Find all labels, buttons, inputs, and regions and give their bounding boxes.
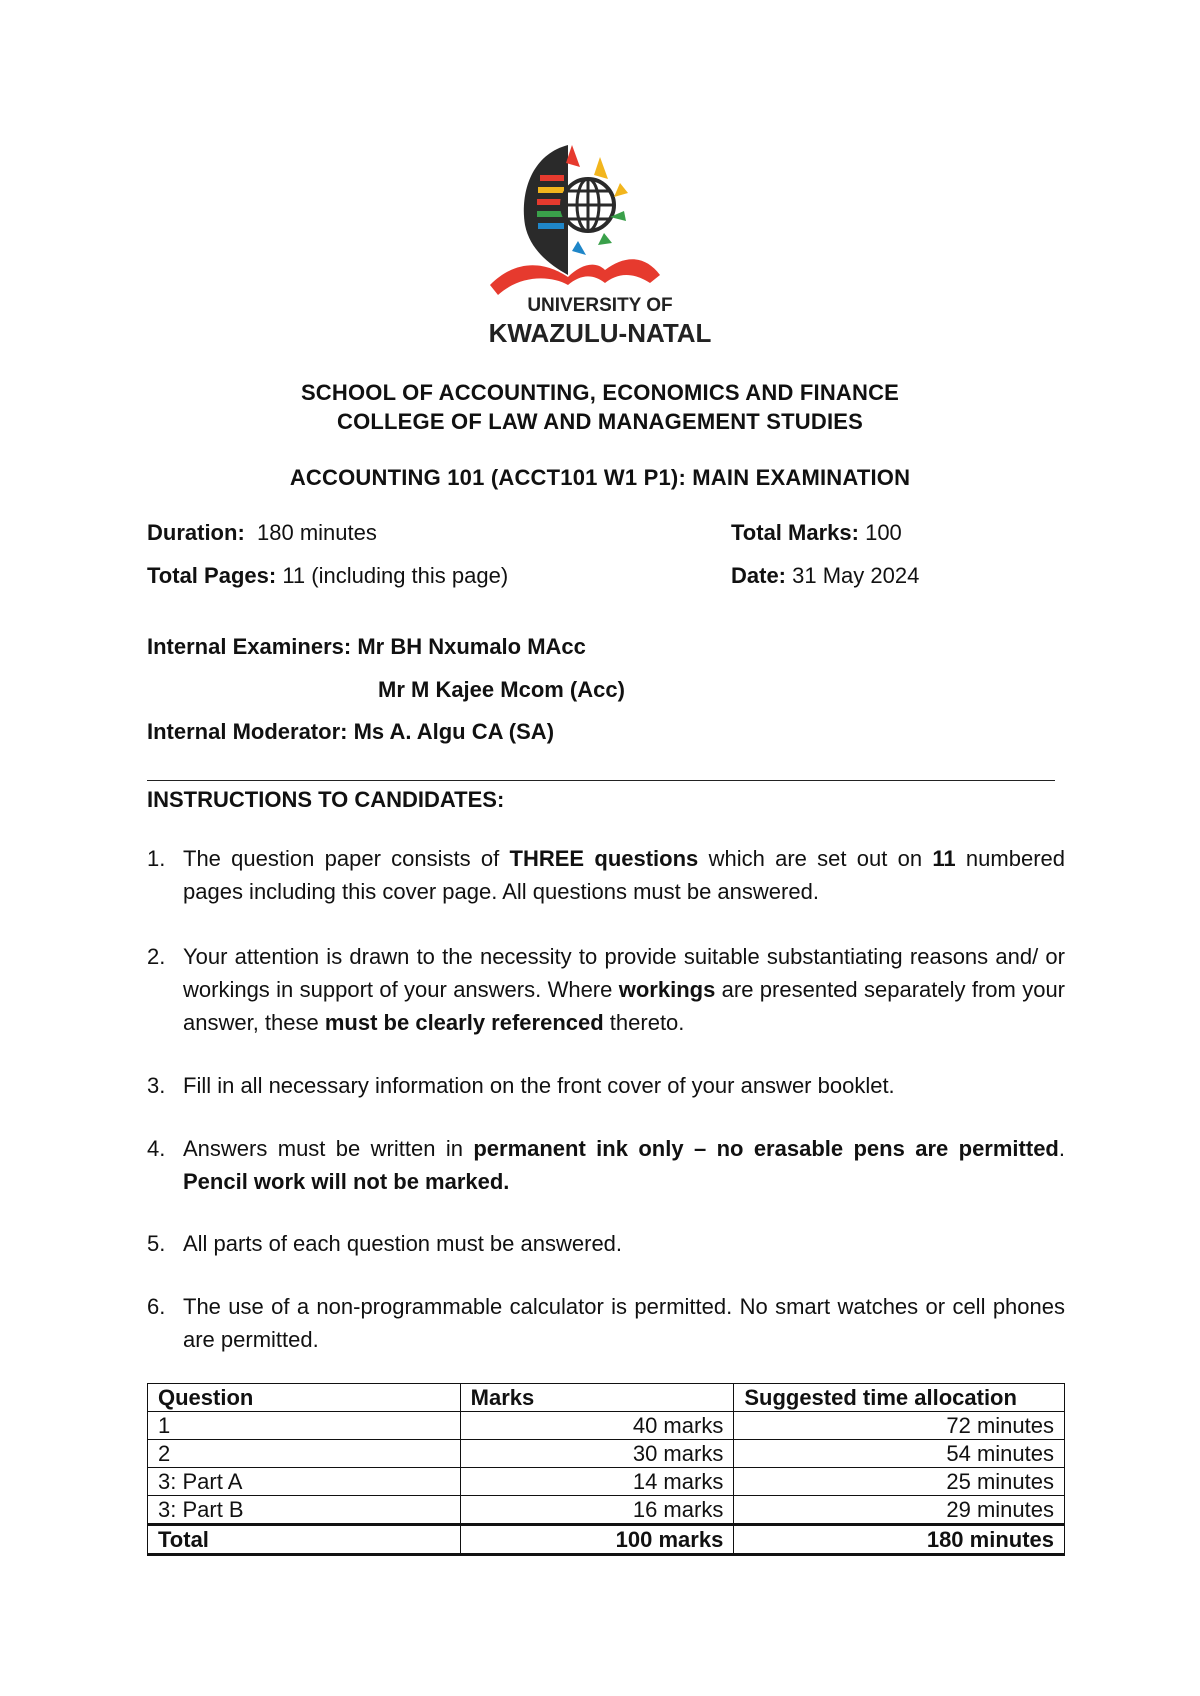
instruction-item-3 [147,1069,1065,1102]
date-label: Date: [731,563,787,588]
item-number: 5. [147,1231,166,1256]
exam-title: ACCOUNTING 101 (ACCT101 W1 P1): MAIN EXAMINATION [289,465,911,490]
marks-allocation-table [147,1383,1065,1556]
total-pages-label: Total Pages: [147,563,277,588]
cell-time: 29 minutes [734,1496,1065,1525]
internal-moderator [147,719,554,745]
cell-marks: 16 marks [460,1496,734,1525]
instruction-item-6 [147,1290,1065,1356]
date-value: 31 May 2024 [792,563,920,588]
header-question: Question [148,1384,461,1412]
table-header-row [148,1384,1065,1412]
college-name: COLLEGE OF LAW AND MANAGEMENT STUDIES [336,409,864,434]
school-name: SCHOOL OF ACCOUNTING, ECONOMICS AND FINANCE [300,380,900,405]
cell-question: 1 [148,1412,461,1440]
cell-question: 2 [148,1440,461,1468]
logo-text-university-of: UNIVERSITY OF [527,295,673,316]
cell-marks: 40 marks [460,1412,734,1440]
divider [147,780,1055,781]
examiner-1: Mr BH Nxumalo MAcc [357,634,586,659]
cell-total-time: 180 minutes [734,1525,1065,1555]
item-text: Fill in all necessary information on the front cover of your answer booklet. [183,1073,895,1098]
cell-time: 54 minutes [734,1440,1065,1468]
item-text: The use of a non-programmable calculator is permitted. No smart watches or cell phones are permitted. [183,1294,1065,1352]
table-total-row [148,1525,1065,1555]
total-pages-value: 11 (including this page) [282,563,509,588]
instructions-title: INSTRUCTIONS TO CANDIDATES: [147,787,505,812]
item-text: which are set out on [698,846,933,871]
header-marks: Marks [460,1384,734,1412]
cell-marks: 14 marks [460,1468,734,1496]
item-text: The question paper consists of [183,846,510,871]
item-text: All parts of each question must be answered. [183,1231,623,1256]
instruction-item-2 [147,940,1065,1039]
item-text: Answers must be written in [183,1136,474,1161]
item-text: thereto. [603,1010,685,1035]
cell-total-label: Total [148,1525,461,1555]
item-bold: 11 [932,846,956,871]
item-text: Your attention is drawn to the necessity to provide suitable substantiating reasons and/ or workings in support of your answers. Where [183,944,1065,1002]
total-marks-value: 100 [865,520,902,545]
item-number: 1. [147,846,166,871]
examiner-2: Mr M Kajee Mcom (Acc) [378,677,625,702]
total-marks-label: Total Marks: [731,520,859,545]
ukzn-crest-icon [480,135,720,365]
exam-date [731,563,919,589]
item-bold: workings [618,977,716,1002]
item-bold: must be clearly referenced [324,1010,604,1035]
internal-moderator-label: Internal Moderator: [147,719,348,744]
item-bold: THREE questions [509,846,699,871]
instruction-item-5 [147,1227,1065,1260]
table-row [148,1440,1065,1468]
item-number: 2. [147,944,166,969]
duration-value: 180 minutes [257,520,377,545]
cell-total-marks: 100 marks [460,1525,734,1555]
instruction-item-4 [147,1132,1065,1198]
total-marks [731,520,902,546]
table-row [148,1468,1065,1496]
cell-question: 3: Part B [148,1496,461,1525]
duration-label: Duration: [147,520,245,545]
item-bold: Pencil work will not be marked. [183,1169,510,1194]
instruction-item-1 [147,842,1065,908]
item-text: numbered pages including this cover page. All questions must be answered. [183,846,1065,904]
total-pages [147,563,508,589]
university-logo [480,135,720,365]
internal-examiners-label: Internal Examiners: [147,634,352,659]
item-number: 3. [147,1073,166,1098]
header-time: Suggested time allocation [734,1384,1065,1412]
item-number: 6. [147,1294,166,1319]
moderator-name: Ms A. Algu CA (SA) [353,719,555,744]
item-number: 4. [147,1136,166,1161]
item-bold: permanent ink only – no erasable pens are permitted [473,1136,1059,1161]
internal-examiners [147,634,586,660]
duration [147,520,377,546]
cell-time: 25 minutes [734,1468,1065,1496]
logo-text-kwazulu-natal: KWAZULU-NATAL [488,318,712,348]
cell-question: 3: Part A [148,1468,461,1496]
table-row [148,1412,1065,1440]
item-text: . [1058,1136,1065,1161]
table-row [148,1496,1065,1525]
cell-time: 72 minutes [734,1412,1065,1440]
cell-marks: 30 marks [460,1440,734,1468]
item-text: are presented separately from your answer, these [183,977,1065,1035]
